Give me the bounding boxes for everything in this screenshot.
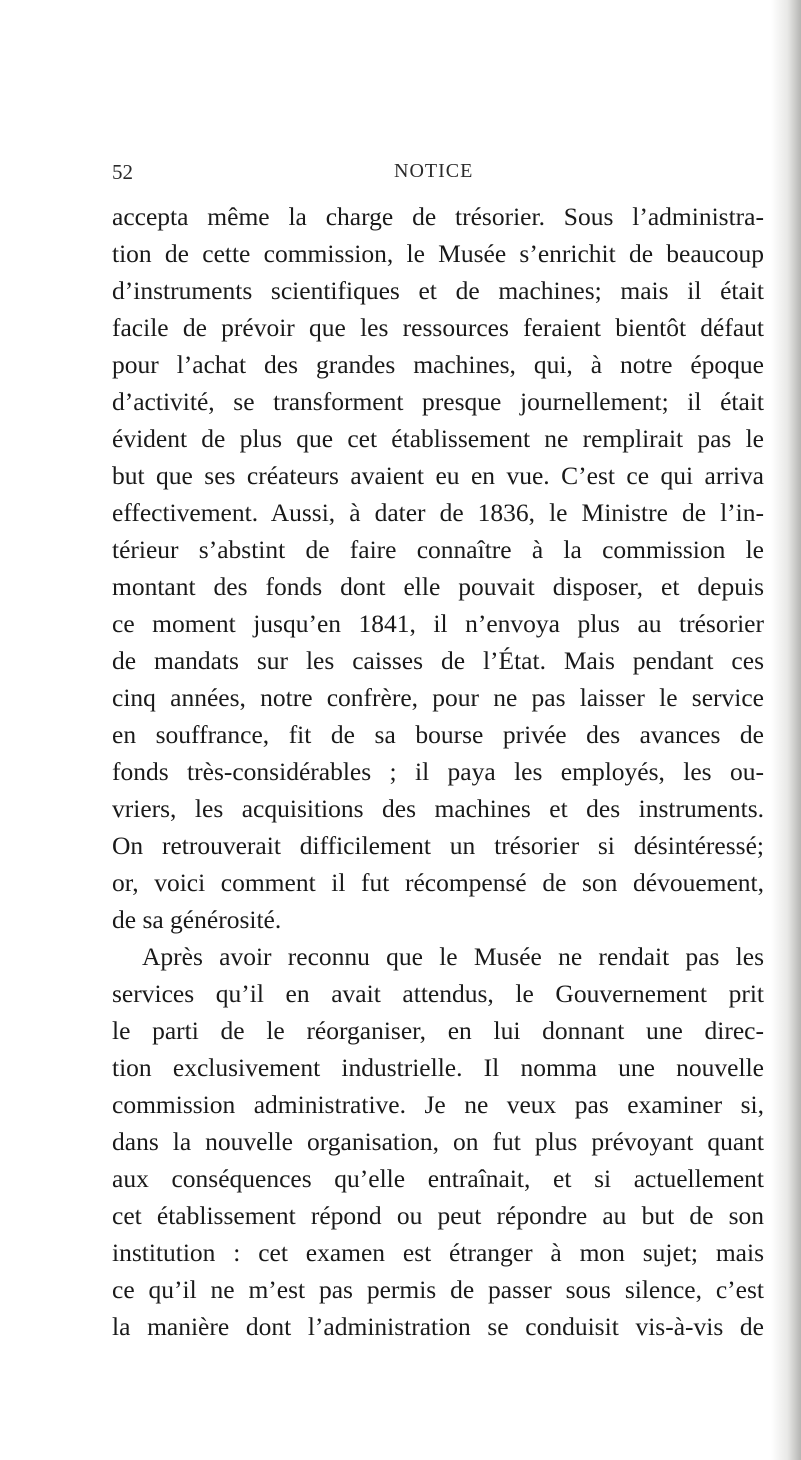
text-line: le parti de le réorganiser, en lui donnant une direc- [112,1016,764,1045]
text-line: montant des fonds dont elle pouvait disposer, et depuis [112,572,764,601]
text-line-paragraph-start: Après avoir reconnu que le Musée ne rendait pas les [142,942,764,971]
text-line: aux conséquences qu’elle entraînait, et si actuellement [112,1164,764,1193]
page-edge-shadow [771,0,801,1460]
text-line: d’activité, se transforment presque journellement; il était [112,387,764,416]
body-text [112,198,764,1345]
text-line: en souffrance, fit de sa bourse privée des avances de [112,720,764,749]
text-line: dans la nouvelle organisation, on fut plus prévoyant quant [112,1127,764,1156]
text-line: accepta même la charge de trésorier. Sous l’administra- [112,202,764,231]
text-line: but que ses créateurs avaient eu en vue. C’est ce qui arriva [112,461,764,490]
text-line: services qu’il en avait attendus, le Gouvernement prit [112,979,764,1008]
text-line: térieur s’abstint de faire connaître à la commission le [112,535,764,564]
text-line: cet établissement répond ou peut répondre au but de son [112,1201,764,1230]
text-line: fonds très-considérables ; il paya les employés, les ou- [112,757,764,786]
text-line: ce moment jusqu’en 1841, il n’envoya plus au trésorier [112,609,764,638]
text-line: vriers, les acquisitions des machines et des instruments. [112,794,764,823]
text-line: institution : cet examen est étranger à mon sujet; mais [112,1238,764,1267]
text-line: d’instruments scientifiques et de machines; mais il était [112,276,764,305]
text-line: cinq années, notre confrère, pour ne pas laisser le service [112,683,764,712]
text-line: tion de cette commission, le Musée s’enrichit de beaucoup [112,239,764,268]
page-number: 52 [112,160,133,184]
running-title: NOTICE [394,160,474,182]
text-line: évident de plus que cet établissement ne remplirait pas le [112,424,764,453]
text-line: de mandats sur les caisses de l’État. Mais pendant ces [112,646,764,675]
text-line: On retrouverait difficilement un trésorier si désintéressé; [112,831,764,860]
text-line: ce qu’il ne m’est pas permis de passer sous silence, c’est [112,1275,764,1304]
text-line: la manière dont l’administration se conduisit vis-à-vis de [112,1312,764,1341]
text-line-paragraph-end: de sa générosité. [112,905,282,934]
text-line: commission administrative. Je ne veux pas examiner si, [112,1090,764,1119]
text-line: pour l’achat des grandes machines, qui, à notre époque [112,350,764,379]
text-line: or, voici comment il fut récompensé de son dévouement, [112,868,764,897]
text-line: facile de prévoir que les ressources feraient bientôt défaut [112,313,764,342]
page-header [112,160,752,190]
text-line: effectivement. Aussi, à dater de 1836, le Ministre de l’in- [112,498,764,527]
text-line: tion exclusivement industrielle. Il nomma une nouvelle [112,1053,764,1082]
